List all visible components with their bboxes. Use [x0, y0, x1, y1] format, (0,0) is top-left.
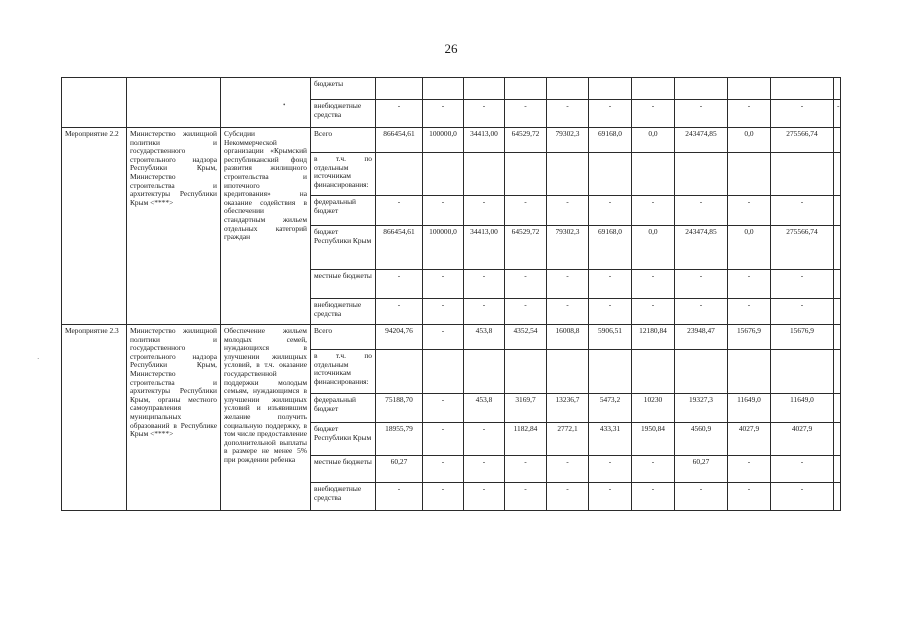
funding-source-cell: бюджет Республики Крым [311, 423, 376, 456]
value-cell: 866454,61 [376, 226, 423, 270]
description-cell: Обеспечение жильем молодых семей, нуждающихся в улучшении жилищных условий, в т.ч. оказание государственной поддержки молодым семьям, нуждающимся в улучшении жилищных условий и изъявившим желание получить социальную поддержку, в том числе предоставление дополнительной выплаты в размере не менее 5% при рождении ребенка [221, 325, 311, 511]
table-row [62, 325, 841, 350]
value-cell: 0,0 [728, 128, 771, 153]
value-cell: 64529,72 [505, 226, 547, 270]
value-cell: - [423, 483, 464, 511]
value-cell: 16008,8 [547, 325, 589, 350]
value-cell: 15676,9 [728, 325, 771, 350]
value-cell: 60,27 [376, 456, 423, 483]
value-cell: - [376, 299, 423, 325]
value-cell: 866454,61 [376, 128, 423, 153]
table-row [62, 128, 841, 153]
value-cell: - [505, 456, 547, 483]
value-cell: - [589, 196, 632, 226]
value-cell: - [728, 270, 771, 299]
table-row [62, 78, 841, 100]
value-cell: - [376, 196, 423, 226]
value-cell [589, 153, 632, 196]
value-cell: - [464, 299, 505, 325]
value-cell: - [464, 456, 505, 483]
value-cell: - [589, 456, 632, 483]
value-cell [728, 78, 771, 100]
value-cell: - [547, 299, 589, 325]
value-cell: 2772,1 [547, 423, 589, 456]
executor-cell [127, 78, 221, 128]
value-cell: 94204,76 [376, 325, 423, 350]
value-cell [464, 78, 505, 100]
value-cell: - [771, 299, 834, 325]
value-cell: 13236,7 [547, 394, 589, 423]
value-cell: - [771, 456, 834, 483]
scan-mark: • [283, 101, 286, 109]
value-cell: - [423, 456, 464, 483]
value-cell [728, 350, 771, 394]
value-cell: - [771, 100, 834, 128]
value-cell: - [728, 299, 771, 325]
value-cell: - [632, 100, 675, 128]
value-cell: - [423, 325, 464, 350]
value-cell: - [632, 196, 675, 226]
value-cell [632, 153, 675, 196]
measure-cell: Мероприятие 2.2 [62, 128, 127, 325]
value-cell: - [728, 483, 771, 511]
value-cell: 275566,74 [771, 226, 834, 270]
value-cell: 60,27 [675, 456, 728, 483]
value-cell [423, 350, 464, 394]
value-cell [834, 394, 841, 423]
value-cell: 23948,47 [675, 325, 728, 350]
value-cell [834, 270, 841, 299]
value-cell [547, 153, 589, 196]
value-cell: 15676,9 [771, 325, 834, 350]
value-cell: - [728, 456, 771, 483]
funding-source-cell: местные бюджеты [311, 456, 376, 483]
value-cell: - [675, 483, 728, 511]
value-cell: - [589, 270, 632, 299]
value-cell: - [423, 100, 464, 128]
value-cell: 5906,51 [589, 325, 632, 350]
value-cell: 5473,2 [589, 394, 632, 423]
value-cell: - [675, 100, 728, 128]
value-cell: - [505, 483, 547, 511]
value-cell: 1950,84 [632, 423, 675, 456]
value-cell [505, 78, 547, 100]
value-cell: 0,0 [632, 128, 675, 153]
value-cell: 69168,0 [589, 226, 632, 270]
value-cell [834, 350, 841, 394]
funding-source-cell: внебюджетные средства [311, 483, 376, 511]
value-cell: - [547, 270, 589, 299]
value-cell: - [423, 299, 464, 325]
value-cell: - [632, 483, 675, 511]
value-cell: 1182,84 [505, 423, 547, 456]
value-cell: 100000,0 [423, 128, 464, 153]
value-cell [547, 350, 589, 394]
funding-source-cell: Всего [311, 128, 376, 153]
value-cell: 0,0 [728, 226, 771, 270]
value-cell: 18955,79 [376, 423, 423, 456]
value-cell: 0,0 [632, 226, 675, 270]
funding-source-cell: федеральный бюджет [311, 394, 376, 423]
value-cell: - [589, 100, 632, 128]
value-cell: 243474,85 [675, 128, 728, 153]
value-cell: - [771, 196, 834, 226]
value-cell [675, 78, 728, 100]
value-cell: 275566,74 [771, 128, 834, 153]
value-cell: - [464, 423, 505, 456]
value-cell [464, 350, 505, 394]
value-cell: - [589, 483, 632, 511]
funding-source-cell: местные бюджеты [311, 270, 376, 299]
funding-source-cell: бюджеты [311, 78, 376, 100]
value-cell: - [464, 100, 505, 128]
value-cell: - [632, 270, 675, 299]
funding-source-cell: бюджет Республики Крым [311, 226, 376, 270]
value-cell: 4560,9 [675, 423, 728, 456]
value-cell: - [547, 483, 589, 511]
value-cell [547, 78, 589, 100]
description-cell [221, 78, 311, 128]
value-cell [376, 153, 423, 196]
value-cell: - [728, 100, 771, 128]
value-cell: 34413,00 [464, 128, 505, 153]
value-cell [632, 350, 675, 394]
value-cell [834, 299, 841, 325]
value-cell: 453,8 [464, 394, 505, 423]
value-cell [834, 483, 841, 511]
funding-table [61, 77, 841, 511]
funding-source-cell: в т.ч. по отдельным источникам финансирования: [311, 153, 376, 196]
value-cell: 4027,9 [728, 423, 771, 456]
value-cell [834, 226, 841, 270]
value-cell: 69168,0 [589, 128, 632, 153]
value-cell [505, 350, 547, 394]
value-cell [834, 423, 841, 456]
value-cell [728, 153, 771, 196]
value-cell [834, 456, 841, 483]
funding-source-cell: в т.ч. по отдельным источникам финансирования: [311, 350, 376, 394]
value-cell: - [675, 270, 728, 299]
value-cell: - [505, 270, 547, 299]
value-cell [632, 78, 675, 100]
value-cell [376, 78, 423, 100]
value-cell: - [423, 423, 464, 456]
value-cell: - [505, 196, 547, 226]
value-cell: - [464, 196, 505, 226]
value-cell: 79302,3 [547, 128, 589, 153]
value-cell [464, 153, 505, 196]
value-cell: - [632, 456, 675, 483]
value-cell: 19327,3 [675, 394, 728, 423]
value-cell: 4352,54 [505, 325, 547, 350]
value-cell: 453,8 [464, 325, 505, 350]
value-cell: - [771, 270, 834, 299]
value-cell: - [423, 270, 464, 299]
value-cell [675, 350, 728, 394]
value-cell: - [589, 299, 632, 325]
value-cell: - [505, 299, 547, 325]
value-cell: - [675, 196, 728, 226]
value-cell: - [632, 299, 675, 325]
value-cell: 64529,72 [505, 128, 547, 153]
value-cell [423, 78, 464, 100]
value-cell: 79302,3 [547, 226, 589, 270]
value-cell [834, 196, 841, 226]
value-cell: - [728, 196, 771, 226]
value-cell: - [376, 100, 423, 128]
value-cell [834, 128, 841, 153]
value-cell [771, 78, 834, 100]
executor-cell: Министерство жилищной политики и государственного строительного надзора Республики Крым, Министерство строительства и архитектуры Республики Крым, органы местного самоуправления муниципальных образований в Республике Крым <****> [127, 325, 221, 511]
value-cell: - [464, 483, 505, 511]
measure-cell: Мероприятие 2.3 [62, 325, 127, 511]
value-cell [834, 153, 841, 196]
value-cell: - [464, 270, 505, 299]
value-cell: 12180,84 [632, 325, 675, 350]
value-cell [589, 350, 632, 394]
value-cell: - [547, 196, 589, 226]
measure-cell [62, 78, 127, 128]
value-cell: 243474,85 [675, 226, 728, 270]
page-number: 26 [444, 41, 458, 56]
value-cell: 100000,0 [423, 226, 464, 270]
value-cell: - [675, 299, 728, 325]
value-cell [589, 78, 632, 100]
value-cell [771, 350, 834, 394]
value-cell: - [376, 270, 423, 299]
value-cell: 34413,00 [464, 226, 505, 270]
funding-source-cell: федеральный бюджет [311, 196, 376, 226]
value-cell: - [423, 196, 464, 226]
scan-mark: · [37, 355, 40, 363]
funding-source-cell: внебюджетные средства [311, 100, 376, 128]
executor-cell: Министерство жилищной политики и государственного строительного надзора Республики Крым, Министерство строительства и архитектуры Республики Крым <****> [127, 128, 221, 325]
value-cell: - [834, 100, 841, 128]
value-cell [675, 153, 728, 196]
value-cell: - [771, 483, 834, 511]
description-cell: Субсидии Некоммерческой организации «Крымский республиканский фонд развития жилищного строительства и ипотечного кредитования» на оказание содействия в обеспечении стандартным жильем отдельных категорий граждан [221, 128, 311, 325]
value-cell: 433,31 [589, 423, 632, 456]
value-cell: 11649,0 [728, 394, 771, 423]
value-cell: - [547, 456, 589, 483]
value-cell: - [376, 483, 423, 511]
value-cell [423, 153, 464, 196]
value-cell: - [547, 100, 589, 128]
value-cell [834, 78, 841, 100]
value-cell: 10230 [632, 394, 675, 423]
value-cell: - [423, 394, 464, 423]
value-cell [376, 350, 423, 394]
value-cell [771, 153, 834, 196]
funding-source-cell: Всего [311, 325, 376, 350]
value-cell: 11649,0 [771, 394, 834, 423]
funding-source-cell: внебюджетные средства [311, 299, 376, 325]
value-cell: 4027,9 [771, 423, 834, 456]
value-cell [505, 153, 547, 196]
value-cell: 3169,7 [505, 394, 547, 423]
value-cell: 75188,70 [376, 394, 423, 423]
value-cell: - [505, 100, 547, 128]
value-cell [834, 325, 841, 350]
